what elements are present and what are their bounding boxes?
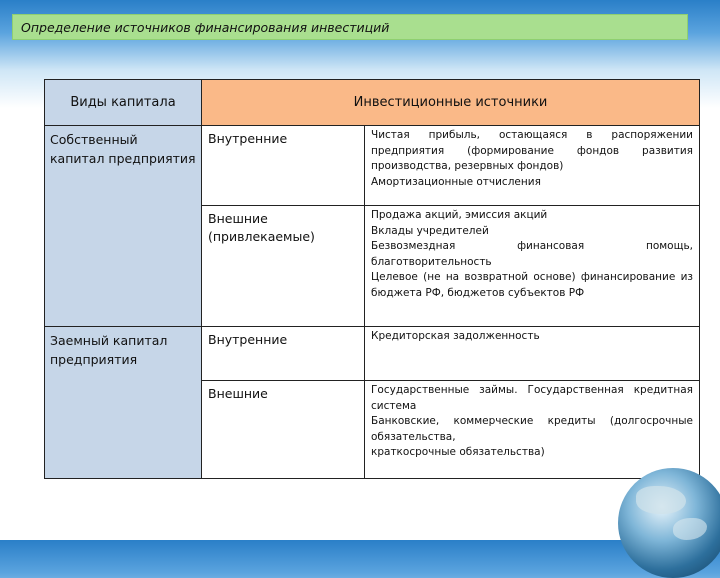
list-item: Вклады учредителей xyxy=(371,224,489,237)
slide-title: Определение источников финансирования инвестиций xyxy=(21,19,390,35)
header-investment-sources: Инвестиционные источники xyxy=(202,80,700,126)
list-item: Целевое (не на возвратной основе) финансирование из бюджета РФ, бюджетов субъектов РФ xyxy=(371,271,693,299)
list-item: Банковские, коммерческие кредиты (долгосрочные обязательства, xyxy=(371,415,693,443)
list-item: Продажа акций, эмиссия акций xyxy=(371,209,548,221)
list-item: Безвозмездная финансовая помощь, благотворительность xyxy=(371,240,693,268)
list-item: Государственные займы. Государственная кредитная система xyxy=(371,384,693,412)
source-kind-borrowed-external: Внешние xyxy=(202,381,365,479)
source-description-borrowed-external xyxy=(365,381,700,479)
source-kind-borrowed-internal: Внутренние xyxy=(202,327,365,381)
source-description-own-internal xyxy=(365,126,700,206)
list-item: Кредиторская задолженность xyxy=(371,330,540,342)
table-header-row xyxy=(45,80,700,126)
source-kind-own-external: Внешние (привлекаемые) xyxy=(202,206,365,327)
capital-own: Собственный капитал предприятия xyxy=(45,126,202,327)
financing-sources-table xyxy=(44,79,700,479)
table-row xyxy=(45,327,700,381)
source-description-own-external xyxy=(365,206,700,327)
header-capital-types: Виды капитала xyxy=(45,80,202,126)
globe-icon xyxy=(618,468,720,578)
source-description-borrowed-internal xyxy=(365,327,700,381)
list-item: Чистая прибыль, остающаяся в распоряжении предприятия (формирование фондов развития производства, резервных фондов) xyxy=(371,129,693,172)
table-row xyxy=(45,126,700,206)
slide-title-bar xyxy=(12,14,688,40)
capital-borrowed: Заемный капитал предприятия xyxy=(45,327,202,479)
source-kind-own-internal: Внутренние xyxy=(202,126,365,206)
list-item: краткосрочные обязательства) xyxy=(371,446,545,458)
list-item: Амортизационные отчисления xyxy=(371,175,541,188)
